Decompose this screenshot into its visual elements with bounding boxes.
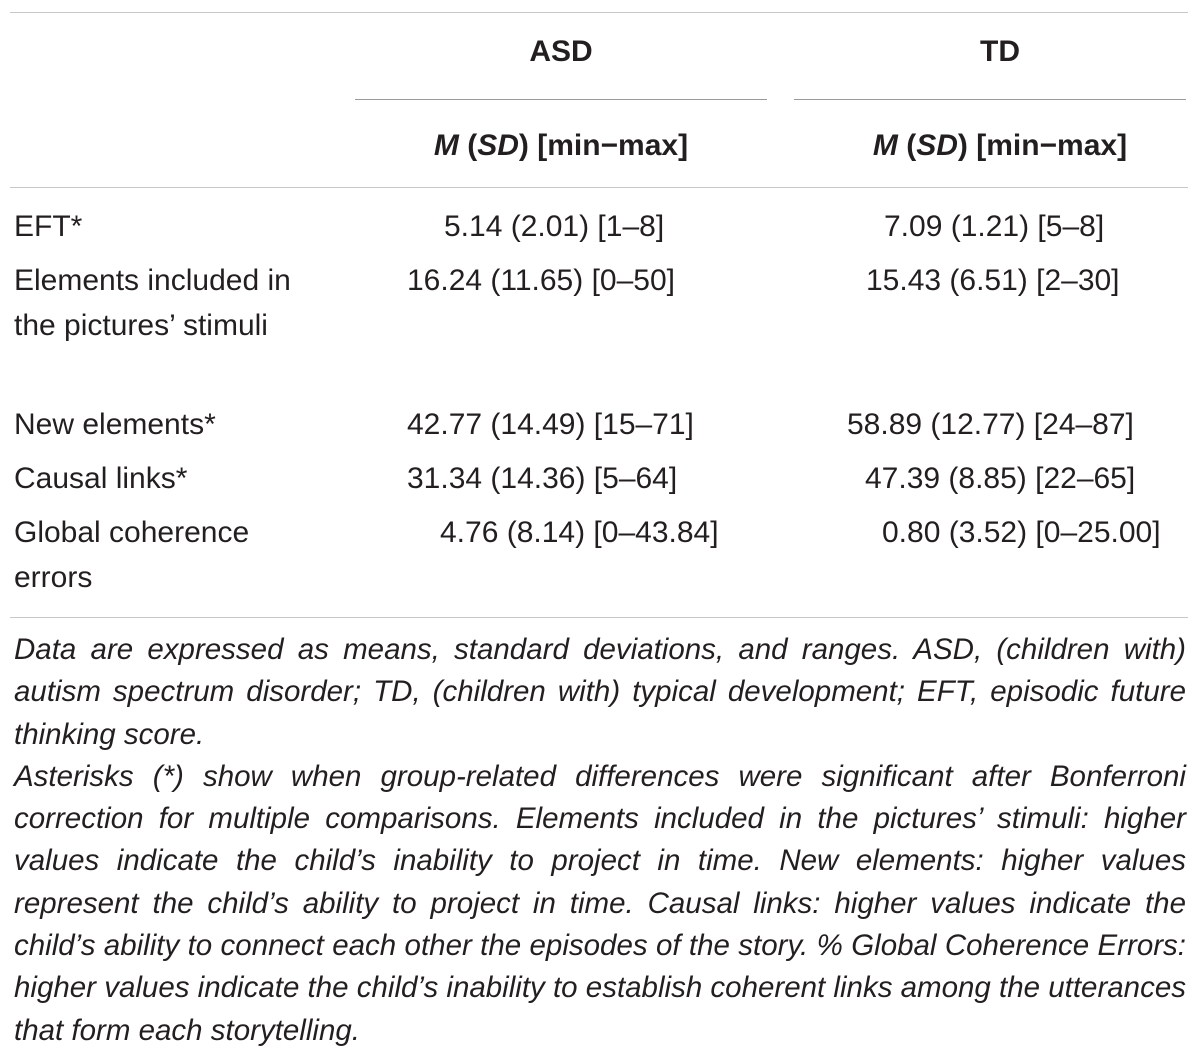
row-label: Elements included in the pictures’ stimuli <box>14 264 291 342</box>
group-header-asd: ASD <box>529 35 593 68</box>
stat-subheader-asd: M (SD) [min−max] <box>433 129 689 162</box>
row-label: Global coherence errors <box>14 516 250 594</box>
table-top-rule <box>10 12 1188 13</box>
table-bottom-rule <box>10 617 1188 618</box>
td-value: 0.80 (3.52) [0–25.00] <box>882 516 1161 549</box>
asd-value: 16.24 (11.65) [0–50] <box>407 264 675 297</box>
row-label: Causal links* <box>14 462 188 495</box>
asd-value: 5.14 (2.01) [1–8] <box>444 210 665 243</box>
group-header-td: TD <box>980 35 1020 68</box>
asd-header-rule <box>355 99 767 100</box>
table-footnotes <box>14 629 1186 1052</box>
td-value: 15.43 (6.51) [2–30] <box>866 264 1120 297</box>
row-label: EFT* <box>14 210 83 243</box>
asd-value: 4.76 (8.14) [0–43.84] <box>440 516 719 549</box>
td-value: 58.89 (12.77) [24–87] <box>847 408 1134 441</box>
stat-subheader-td: M (SD) [min−max] <box>872 129 1128 162</box>
footnote-abbreviations: Data are expressed as means, standard deviations, and ranges. ASD, (children with) autism spectrum disorder; TD, (children with) typical development; EFT, episodic future thinking score. <box>14 633 1186 751</box>
td-header-rule <box>794 99 1186 100</box>
asd-value: 31.34 (14.36) [5–64] <box>407 462 678 495</box>
footnote-asterisks: Asterisks (*) show when group-related differences were significant after Bonferroni correction for multiple comparisons. Elements included in the pictures’ stimuli: higher values indicate the child’s inability to project in time. New elements: higher values represent the child’s ability to project in time. Causal links: higher values indicate the child’s ability to connect each other the episodes of the story. % Global Coherence Errors: higher values indicate the child’s inability to establish coherent links among the utterances that form each storytelling. <box>14 759 1186 1047</box>
td-value: 7.09 (1.21) [5–8] <box>884 210 1105 243</box>
row-label: New elements* <box>14 408 216 441</box>
asd-value: 42.77 (14.49) [15–71] <box>407 408 694 441</box>
header-bottom-rule <box>10 187 1188 188</box>
td-value: 47.39 (8.85) [22–65] <box>865 462 1136 495</box>
